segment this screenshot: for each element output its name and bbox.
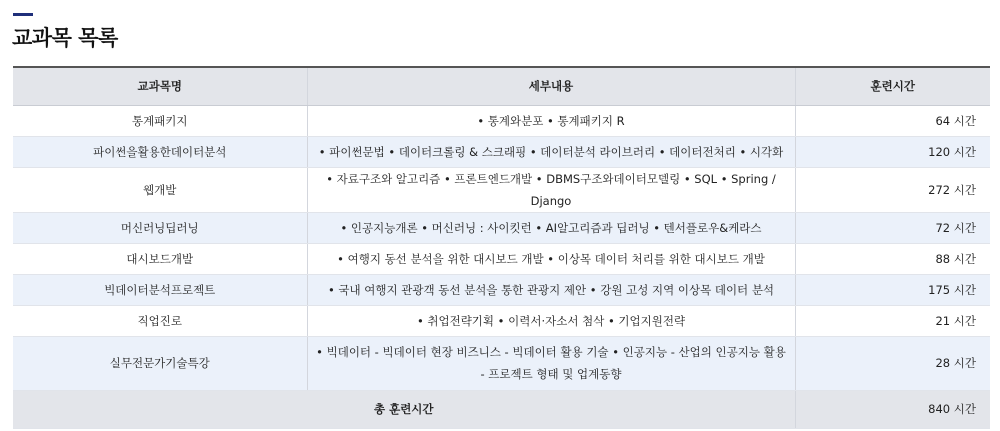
total-hours: 840 시간 (795, 390, 990, 428)
content-cell: • 인공지능개론 • 머신러닝 : 사이킷런 • AI알고리즘과 딥러닝 • 텐서플로우&케라스 (307, 212, 795, 243)
hours-cell: 175 시간 (795, 274, 990, 305)
hours-cell: 64 시간 (795, 105, 990, 136)
course-table (13, 66, 990, 429)
subject-cell: 머신러닝딥러닝 (13, 212, 307, 243)
page-title: 교과목 목록 (12, 26, 118, 50)
table-row (13, 305, 990, 336)
hours-cell: 120 시간 (795, 136, 990, 167)
table-row (13, 212, 990, 243)
subject-cell: 직업진로 (13, 305, 307, 336)
content-cell: • 여행지 동선 분석을 위한 대시보드 개발 • 이상목 데이터 처리를 위한 대시보드 개발 (307, 243, 795, 274)
hours-cell: 88 시간 (795, 243, 990, 274)
hours-cell: 21 시간 (795, 305, 990, 336)
table-row (13, 105, 990, 136)
content-cell: • 통계와분포 • 통계패키지 R (307, 105, 795, 136)
table-row (13, 274, 990, 305)
hours-cell: 272 시간 (795, 167, 990, 212)
subject-cell: 실무전문가기술특강 (13, 336, 307, 390)
table-header (13, 67, 990, 105)
subject-cell: 파이썬을활용한데이터분석 (13, 136, 307, 167)
content-cell: • 빅데이터 - 빅데이터 현장 비즈니스 - 빅데이터 활용 기술 • 인공지능 - 산업의 인공지능 활용 - 프로젝트 형태 및 업계동향 (307, 336, 795, 390)
header-row (13, 67, 990, 105)
subject-cell: 빅데이터분석프로젝트 (13, 274, 307, 305)
content-cell: • 취업전략기획 • 이력서·자소서 첨삭 • 기업지원전략 (307, 305, 795, 336)
content-cell: • 자료구조와 알고리즘 • 프론트엔드개발 • DBMS구조와데이터모델링 • SQL • Spring / Django (307, 167, 795, 212)
hours-cell: 28 시간 (795, 336, 990, 390)
title-accent-bar (13, 13, 33, 16)
table-row (13, 243, 990, 274)
table-footer (13, 390, 990, 428)
column-header-hours: 훈련시간 (795, 67, 990, 105)
subject-cell: 대시보드개발 (13, 243, 307, 274)
table-row (13, 136, 990, 167)
hours-cell: 72 시간 (795, 212, 990, 243)
content-cell: • 파이썬문법 • 데이터크롤링 & 스크래핑 • 데이터분석 라이브러리 • 데이터전처리 • 시각화 (307, 136, 795, 167)
column-header-content: 세부내용 (307, 67, 795, 105)
table-row (13, 336, 990, 390)
table-row (13, 167, 990, 212)
subject-cell: 웹개발 (13, 167, 307, 212)
total-label: 총 훈련시간 (13, 390, 795, 428)
table-body (13, 105, 990, 390)
content-cell: • 국내 여행지 관광객 동선 분석을 통한 관광지 제안 • 강원 고성 지역 이상목 데이터 분석 (307, 274, 795, 305)
total-row (13, 390, 990, 428)
column-header-subject: 교과목명 (13, 67, 307, 105)
subject-cell: 통계패키지 (13, 105, 307, 136)
